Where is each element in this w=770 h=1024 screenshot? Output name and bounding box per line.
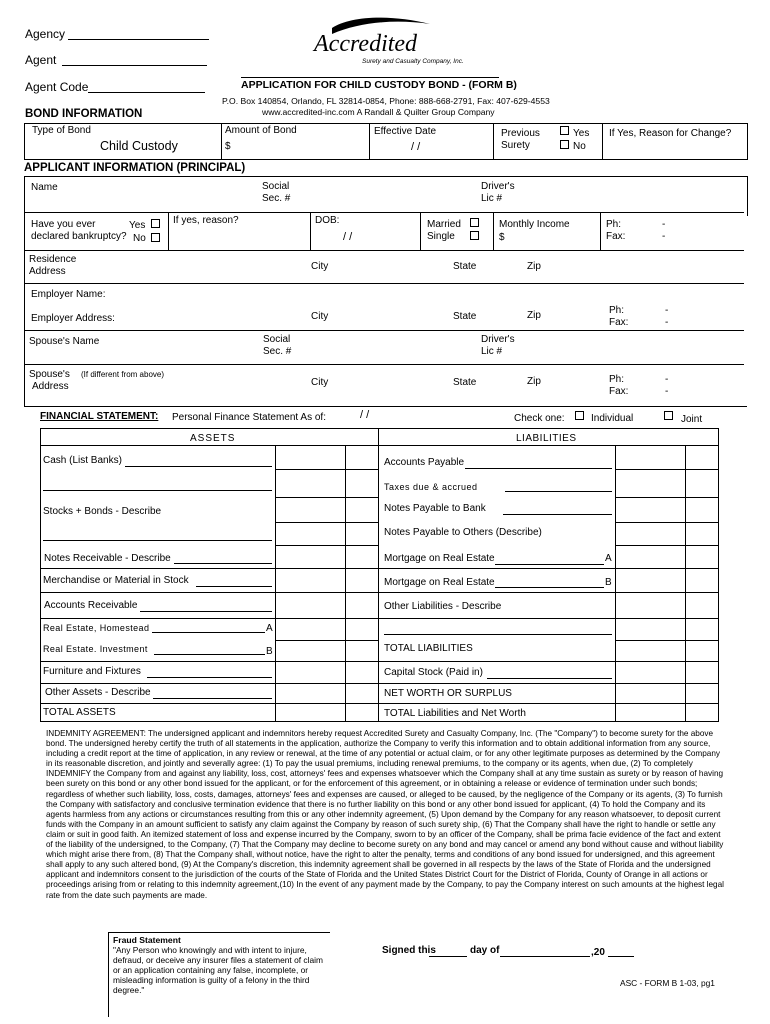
employer-fax-label: Fax: — [609, 317, 629, 328]
fax-label: Fax: — [606, 231, 626, 242]
single-label: Single — [427, 231, 455, 242]
joint-checkbox[interactable] — [664, 411, 673, 420]
spouse-ssn-label-2: Sec. # — [263, 346, 292, 357]
monthly-income-label: Monthly Income — [499, 219, 570, 230]
employer-fax-dash: - — [665, 317, 669, 328]
asset-letter-b: B — [266, 646, 273, 657]
dob-field[interactable]: / / — [343, 231, 353, 243]
form-title: APPLICATION FOR CHILD CUSTODY BOND - (FORM B) — [241, 79, 517, 91]
total-liab-net-worth: TOTAL Liabilities and Net Worth — [384, 708, 526, 719]
spouse-city-label: City — [311, 377, 329, 388]
effective-date-label: Effective Date — [374, 126, 437, 137]
residence-label-2: Address — [29, 266, 66, 277]
check-one-label: Check one: — [514, 413, 565, 424]
applicant-info-title: APPLICANT INFORMATION (PRINCIPAL) — [24, 162, 246, 174]
liab-accounts-payable: Accounts Payable — [384, 457, 465, 468]
employer-zip-label: Zip — [527, 310, 541, 321]
amount-currency[interactable]: $ — [225, 141, 231, 152]
net-worth: NET WORTH OR SURPLUS — [384, 688, 512, 699]
previous-surety-label: Previous — [501, 128, 540, 139]
drivers-lic-label-1: Driver's — [481, 181, 515, 192]
total-assets: TOTAL ASSETS — [43, 707, 116, 718]
residence-zip-label: Zip — [527, 261, 541, 272]
bankruptcy-reason-label: If yes, reason? — [173, 215, 239, 226]
married-label: Married — [427, 219, 461, 230]
liab-letter-b: B — [605, 577, 612, 588]
asset-stocks-bonds: Stocks + Bonds - Describe — [43, 506, 162, 517]
liab-letter-a: A — [605, 553, 612, 564]
asset-letter-a: A — [266, 623, 273, 634]
spouse-phone-dash: - — [665, 374, 669, 385]
residence-label-1: Residence — [29, 254, 77, 265]
spouse-fax-dash: - — [665, 386, 669, 397]
type-of-bond-value[interactable]: Child Custody — [100, 139, 178, 153]
asset-real-estate-homestead: Real Estate, Homestead — [43, 623, 150, 633]
indemnity-agreement-text: INDEMNITY AGREEMENT: The undersigned applicant and indemnitors hereby request Accredited Surety and Casualty Company, Inc. (The "Company") to become surety for the above bond. The undersigned hereby certify the truth of all statements in the application, authorize the Company to verify this information and to obtain additional information from any source, including a credit report at the time of application, in any review or renewal, at the time of any potential or actual claim, or for any other legitimate purposes as determined by the Company in its reasonable discretion, and jointly and severally agree: (1) To pay the usual premiums, including renewal premiums, to the company or its agents, when due, (2) To completely INDEMNIFY the Company from and against any liability, loss, cost, attorneys' fees and expenses whatsoever which the Company shall at any time sustain as surety or by reason of having been surety on this bond or any other bond issued for the applicant, or for the enforcement of this agreement, or in obtaining a release or evidence of termination under such bonds; regardless of whether such liability, loss, costs, damages, attorneys' fees and expenses are caused, or alleged to be caused, by the negligence of the Company or its agents, (3) To furnish the Company with satisfactory and conclusive termination evidence that there is no further liability on this bond or any other bond issued for applicant, (4) To hold the Company and its agents harmless from any actions or circumstances resulting from this or any other indemnity agreement, (5) Upon demand by the Company for any reason whatsoever, to deposit current funds with the Company in an amount sufficient to satisfy any claim against the Company by reason of such surety ship, (6) That the Company shall have the right to handle or settle any claim or suit in good faith. An itemized statement of loss and expense incurred by the Company, sworn to by an officer of the Company, shall be prima facie evidence of the fact and extent of the liability of the undersigned, to the Company, (7) That the Company may decline to become surety on any bond and may cancel or amend any bond without cause and without liability which might arise there from, (8) That the Company shall, without notice, have the right to alter the penalty, terms and conditions of any bond issued for undersigned, and this agreement shall apply to any such altered bond, (9) At the Company's discretion, this indemnity agreement shall be governed in all respects by the laws of the State of Florida and the undersigned applicant and indemnitors consent to the jurisdiction of the courts of the State of Florida and the United States District Court for the District of Florida, County of Orange in all actions or proceedings arising from or relating to this indemnity agreement,(10) In the event of any payment made by the Company, to pay the Company interest on such amounts at the highest legal rate from the date such payments are made. — [46, 729, 724, 900]
agent-code-label: Agent Code — [25, 80, 89, 94]
asset-merchandise: Merchandise or Material in Stock — [43, 575, 189, 586]
signed-day-field[interactable] — [429, 956, 467, 957]
company-address: P.O. Box 140854, Orlando, FL 32814-0854, Phone: 888-668-2791, Fax: 407-629-4553 — [222, 96, 550, 106]
liab-taxes: Taxes due & accrued — [384, 482, 478, 492]
liabilities-header: LIABILITIES — [516, 433, 577, 444]
reason-for-change-label: If Yes, Reason for Change? — [609, 128, 732, 139]
bond-info-title: BOND INFORMATION — [25, 108, 143, 120]
spouse-lic-label-1: Driver's — [481, 334, 515, 345]
asset-furniture: Furniture and Fixtures — [43, 666, 141, 677]
fax-dash: - — [662, 231, 666, 242]
spouse-ssn-label-1: Social — [263, 334, 291, 345]
signed-year-field[interactable] — [608, 956, 634, 957]
agency-label: Agency — [25, 27, 66, 41]
monthly-income-field[interactable]: $ — [499, 232, 505, 243]
signed-this-label: Signed this — [382, 945, 436, 956]
employer-phone-label: Ph: — [609, 305, 625, 316]
financial-title: FINANCIAL STATEMENT: — [40, 411, 159, 422]
phone-dash: - — [662, 219, 666, 230]
bankruptcy-yes-checkbox[interactable] — [151, 219, 160, 228]
logo-wordmark: Accredited — [314, 31, 418, 57]
name-label: Name — [31, 182, 58, 193]
signed-month-field[interactable] — [500, 956, 590, 957]
accredited-logo — [310, 14, 464, 70]
spouse-state-label: State — [453, 377, 477, 388]
previous-yes-label: Yes — [573, 128, 590, 139]
bankruptcy-question-2: declared bankruptcy? — [31, 231, 127, 242]
bankruptcy-no-checkbox[interactable] — [151, 233, 160, 242]
joint-label: Joint — [681, 414, 703, 425]
individual-label: Individual — [591, 413, 634, 424]
company-web: www.accredited-inc.com A Randall & Quilter Group Company — [262, 107, 495, 117]
spouse-address-label-1: Spouse's — [29, 369, 70, 380]
single-checkbox[interactable] — [470, 231, 479, 240]
spouse-zip-label: Zip — [527, 376, 541, 387]
spouse-address-note: (If different from above) — [81, 370, 164, 379]
ssn-label-1: Social — [262, 181, 290, 192]
fraud-statement-text: "Any Person who knowingly and with intent to injure, defraud, or deceive any insurer files a statement of claim or an application containing any false, incomplete, or misleading information is guilty of a felony in the third degree." — [113, 945, 323, 995]
pfs-label: Personal Finance Statement As of: — [172, 412, 326, 423]
liab-mortgage-b: Mortgage on Real Estate — [384, 577, 495, 588]
liab-mortgage-a: Mortgage on Real Estate — [384, 553, 495, 564]
asset-notes-receivable: Notes Receivable - Describe — [44, 553, 171, 564]
surety-label: Surety — [501, 140, 530, 151]
fraud-statement-box — [108, 932, 330, 1017]
asset-other: Other Assets - Describe — [45, 687, 151, 698]
liab-notes-others: Notes Payable to Others (Describe) — [384, 527, 542, 538]
previous-no-checkbox[interactable] — [560, 140, 569, 149]
agent-field[interactable] — [62, 65, 207, 66]
dob-label: DOB: — [315, 215, 340, 226]
total-liabilities: TOTAL LIABILITIES — [384, 643, 473, 654]
spouse-lic-label-2: Lic # — [481, 346, 503, 357]
liab-other: Other Liabilities - Describe — [384, 601, 502, 612]
bankruptcy-yes-label: Yes — [129, 220, 146, 231]
type-of-bond-label: Type of Bond — [32, 125, 91, 136]
assets-header: ASSETS — [190, 433, 236, 444]
ssn-label-2: Sec. # — [262, 193, 291, 204]
agent-code-field[interactable] — [88, 92, 205, 93]
agent-label: Agent — [25, 53, 57, 67]
spouse-phone-label: Ph: — [609, 374, 625, 385]
previous-no-label: No — [573, 141, 586, 152]
capital-stock: Capital Stock (Paid in) — [384, 667, 483, 678]
residence-city-label: City — [311, 261, 329, 272]
employer-address-label: Employer Address: — [31, 313, 115, 324]
day-of-label: day of — [470, 945, 500, 956]
year-label: ,20 — [591, 947, 605, 958]
previous-yes-checkbox[interactable] — [560, 126, 569, 135]
asset-real-estate-investment: Real Estate. Investment — [43, 644, 148, 654]
form-id: ASC - FORM B 1-03, pg1 — [620, 978, 715, 988]
as-of-date-field[interactable]: / / — [360, 409, 370, 421]
individual-checkbox[interactable] — [575, 411, 584, 420]
spouse-name-label: Spouse's Name — [29, 336, 100, 347]
amount-label: Amount of Bond — [225, 125, 297, 136]
spouse-fax-label: Fax: — [609, 386, 629, 397]
employer-state-label: State — [453, 311, 477, 322]
spouse-address-label-2: Address — [32, 381, 69, 392]
phone-label: Ph: — [606, 219, 622, 230]
agency-field[interactable] — [68, 39, 209, 40]
bankruptcy-question-1: Have you ever — [31, 219, 96, 230]
effective-date-field[interactable]: / / — [411, 141, 421, 153]
asset-accounts-receivable: Accounts Receivable — [44, 600, 138, 611]
residence-state-label: State — [453, 261, 477, 272]
employer-name-label: Employer Name: — [31, 289, 106, 300]
asset-cash: Cash (List Banks) — [43, 455, 122, 466]
employer-phone-dash: - — [665, 305, 669, 316]
liab-notes-bank: Notes Payable to Bank — [384, 503, 486, 514]
employer-city-label: City — [311, 311, 329, 322]
bankruptcy-no-label: No — [133, 233, 146, 244]
fraud-statement-title: Fraud Statement — [113, 935, 181, 945]
drivers-lic-label-2: Lic # — [481, 193, 503, 204]
logo-subtitle: Surety and Casualty Company, Inc. — [362, 58, 464, 65]
married-checkbox[interactable] — [470, 218, 479, 227]
